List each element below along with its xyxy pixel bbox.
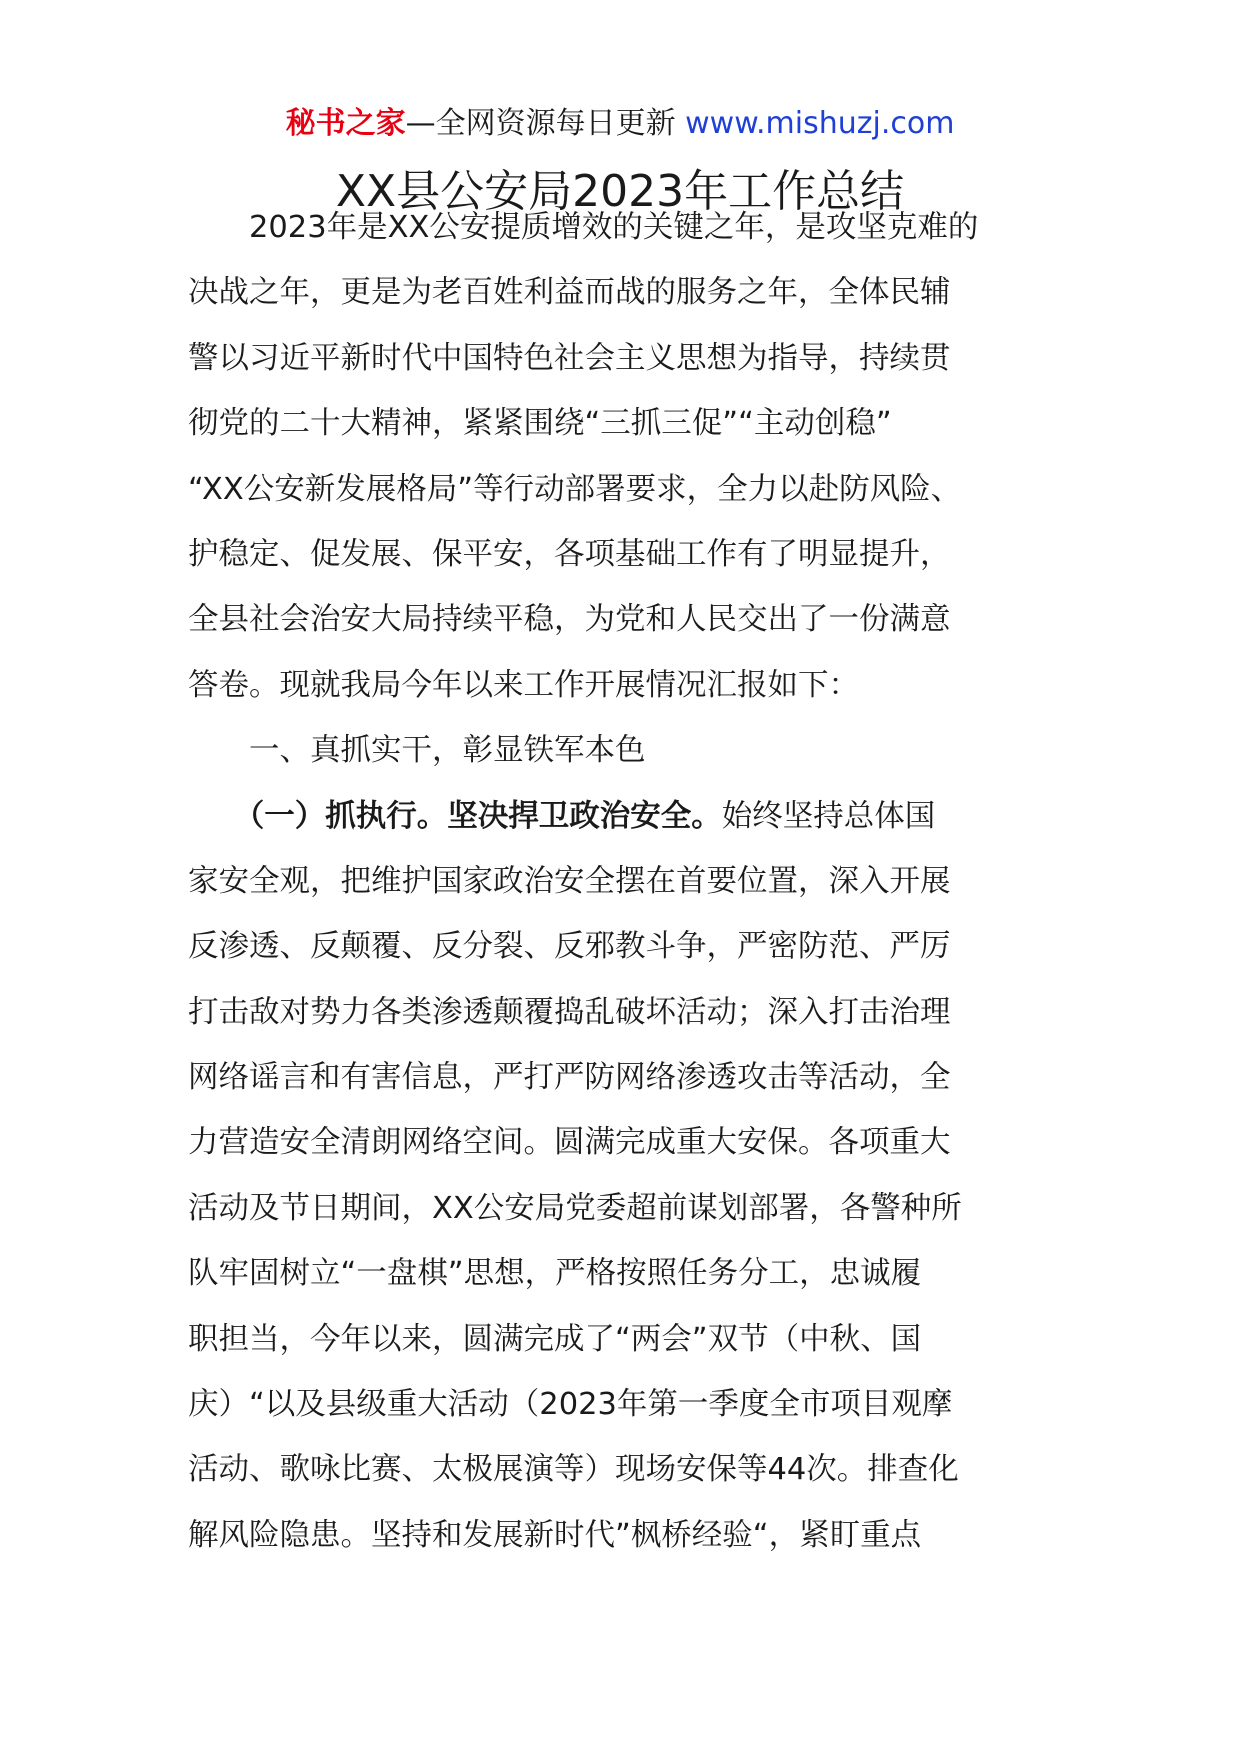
sub-heading-line [188,784,1058,849]
paragraph-line: 职担当，今年以来，圆满完成了“两会”双节（中秋、国 [188,1321,922,1357]
section-heading: 一、真抓实干，彰显铁军本色 [188,733,646,769]
sub-heading-rest: 始终坚持总体国 [721,798,936,834]
paragraph-line: 护稳定、促发展、保平安，各项基础工作有了明显提升， [188,536,951,572]
paragraph-line: 全县社会治安大局持续平稳，为党和人民交出了一份满意 [188,602,951,638]
paragraph-line: 力营造安全清朗网络空间。圆满完成重大安保。各项重大 [188,1125,951,1161]
brand-name: 秘书之家 [285,106,406,141]
header-banner [0,102,1240,146]
paragraph-line: “XX公安新发展格局”等行动部署要求，全力以赴防风险、 [188,471,962,507]
paragraph-line: 队牢固树立“一盘棋”思想，严格按照任务分工，忠诚履 [188,1256,922,1292]
paragraph-line: 2023年是XX公安提质增效的关键之年，是攻坚克难的 [188,210,979,245]
paragraph-line: 解风险隐患。坚持和发展新时代”枫桥经验“，紧盯重点 [188,1517,922,1553]
header-tagline: —全网资源每日更新 [405,106,676,141]
paragraph-line: 警以习近平新时代中国特色社会主义思想为指导，持续贯 [188,340,951,376]
paragraph-line: 家安全观，把维护国家政治安全摆在首要位置，深入开展 [188,863,951,899]
paragraph-line: 活动、歌咏比赛、太极展演等）现场安保等44次。排查化 [188,1452,959,1488]
site-url-link[interactable]: www.mishuzj.com [685,106,955,141]
sub-heading-bold: （一）抓执行。坚决捍卫政治安全。 [188,798,722,834]
document-body [188,195,1058,1568]
paragraph-line: 彻党的二十大精神，紧紧围绕“三抓三促”“主动创稳” [188,406,892,442]
document-title: XX县公安局2023年工作总结 [335,166,905,217]
paragraph-line: 答卷。现就我局今年以来工作开展情况汇报如下： [188,667,859,703]
paragraph-line: 反渗透、反颠覆、反分裂、反邪教斗争，严密防范、严厉 [188,929,951,965]
paragraph-line: 网络谣言和有害信息，严打严防网络渗透攻击等活动，全 [188,1060,951,1096]
paragraph-line: 打击敌对势力各类渗透颠覆捣乱破坏活动；深入打击治理 [188,994,951,1030]
paragraph-line: 庆）“以及县级重大活动（2023年第一季度全市项目观摩 [188,1387,953,1423]
paragraph-line: 活动及节日期间，XX公安局党委超前谋划部署，各警种所 [188,1190,962,1226]
paragraph-line: 决战之年，更是为老百姓利益而战的服务之年，全体民辅 [188,275,951,311]
